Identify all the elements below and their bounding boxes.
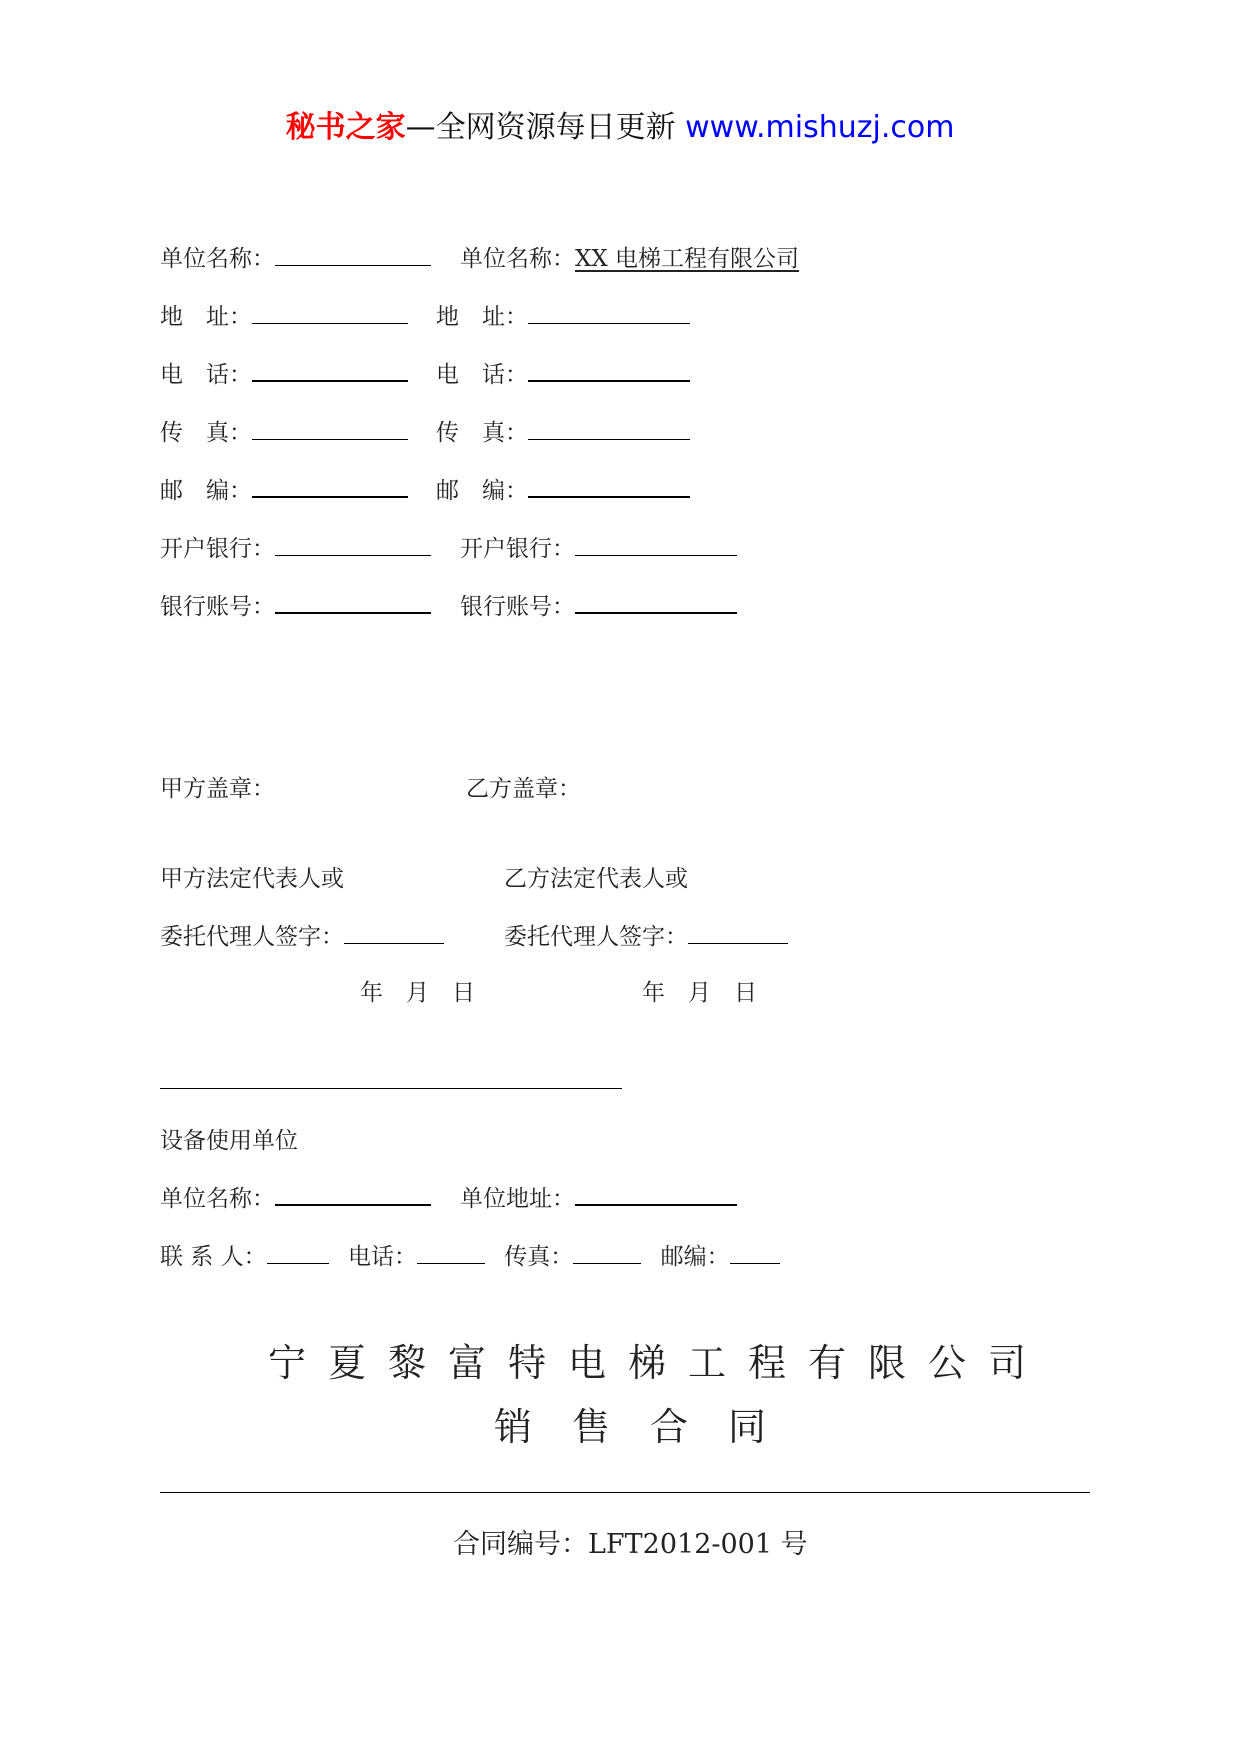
equip-unit-address-row xyxy=(460,1180,737,1213)
equip-contact-row xyxy=(160,1238,780,1271)
right-phone-row xyxy=(436,356,690,389)
right-bank-row xyxy=(460,530,737,563)
left-account-label: 银行账号： xyxy=(160,594,275,620)
right-bank-label: 开户银行： xyxy=(460,536,575,562)
right-bank-field[interactable] xyxy=(575,533,737,556)
equip-phone-field[interactable] xyxy=(417,1241,485,1264)
left-postcode-row xyxy=(160,472,408,505)
left-unit-name-field[interactable] xyxy=(275,243,431,266)
left-phone-label: 电 话： xyxy=(160,362,252,388)
right-account-field[interactable] xyxy=(575,590,737,614)
site-url-link[interactable]: www.mishuzj.com xyxy=(685,110,955,145)
equip-postcode-label: 邮编： xyxy=(660,1244,730,1270)
document-title: 销售合同 xyxy=(494,1405,807,1449)
left-phone-field[interactable] xyxy=(252,358,408,382)
right-phone-label: 电 话： xyxy=(436,362,528,388)
party-a-agent-row xyxy=(160,918,444,951)
right-fax-row xyxy=(436,414,690,447)
equip-fax-field[interactable] xyxy=(573,1241,641,1264)
party-a-date: 年 月 日 xyxy=(360,980,475,1006)
left-bank-label: 开户银行： xyxy=(160,536,275,562)
party-b-rep: 乙方法定代表人或 xyxy=(504,866,688,892)
site-banner xyxy=(0,102,1240,146)
equip-unit-address-field[interactable] xyxy=(575,1182,737,1206)
left-postcode-field[interactable] xyxy=(252,474,408,498)
brand-slogan: —全网资源每日更新 xyxy=(405,110,676,145)
left-address-row xyxy=(160,298,408,331)
left-fax-label: 传 真： xyxy=(160,420,252,446)
left-fax-field[interactable] xyxy=(252,417,408,440)
left-address-field[interactable] xyxy=(252,301,408,324)
party-b-signature-field[interactable] xyxy=(688,921,788,944)
right-postcode-field[interactable] xyxy=(528,474,690,498)
party-b-agent-label: 委托代理人签字： xyxy=(504,924,688,950)
equip-contact-label: 联 系 人： xyxy=(160,1244,267,1270)
party-a-rep: 甲方法定代表人或 xyxy=(160,866,344,892)
equip-phone-label: 电话： xyxy=(347,1244,417,1270)
equip-postcode-field[interactable] xyxy=(730,1241,780,1264)
party-a-seal: 甲方盖章： xyxy=(160,776,275,802)
equip-unit-name-label: 单位名称： xyxy=(160,1186,275,1212)
left-postcode-label: 邮 编： xyxy=(160,478,252,504)
right-account-row xyxy=(460,588,737,621)
left-account-row xyxy=(160,588,431,621)
contract-number: 合同编号：LFT2012-001 号 xyxy=(453,1529,808,1560)
equipment-user-title: 设备使用单位 xyxy=(160,1128,298,1154)
right-fax-label: 传 真： xyxy=(436,420,528,446)
party-b-seal: 乙方盖章： xyxy=(466,776,581,802)
company-name: 宁夏黎富特电梯工程有限公司 xyxy=(268,1341,1049,1385)
left-unit-name-label: 单位名称： xyxy=(160,246,275,272)
left-phone-row xyxy=(160,356,408,389)
equip-unit-name-field[interactable] xyxy=(275,1182,431,1206)
equip-fax-label: 传真： xyxy=(504,1244,574,1270)
title-divider xyxy=(160,1492,1090,1493)
left-account-field[interactable] xyxy=(275,590,431,614)
left-bank-row xyxy=(160,530,431,563)
party-a-agent-label: 委托代理人签字： xyxy=(160,924,344,950)
right-postcode-label: 邮 编： xyxy=(436,478,528,504)
right-address-row xyxy=(436,298,690,331)
right-phone-field[interactable] xyxy=(528,358,690,382)
right-unit-name-value: XX 电梯工程有限公司 xyxy=(575,246,800,272)
party-a-signature-field[interactable] xyxy=(344,921,444,944)
left-bank-field[interactable] xyxy=(275,533,431,556)
party-b-agent-row xyxy=(504,918,788,951)
party-b-date: 年 月 日 xyxy=(642,980,757,1006)
right-account-label: 银行账号： xyxy=(460,594,575,620)
right-fax-field[interactable] xyxy=(528,417,690,440)
section-divider xyxy=(160,1088,622,1089)
left-address-label: 地 址： xyxy=(160,304,252,330)
left-unit-name-row xyxy=(160,240,431,273)
right-address-label: 地 址： xyxy=(436,304,528,330)
equip-unit-name-row xyxy=(160,1180,431,1213)
right-unit-name-label: 单位名称： xyxy=(460,246,575,272)
equip-contact-field[interactable] xyxy=(267,1241,329,1264)
equip-unit-address-label: 单位地址： xyxy=(460,1186,575,1212)
right-unit-name-row xyxy=(460,240,799,273)
right-address-field[interactable] xyxy=(528,301,690,324)
right-postcode-row xyxy=(436,472,690,505)
brand-name: 秘书之家 xyxy=(285,110,406,145)
left-fax-row xyxy=(160,414,408,447)
